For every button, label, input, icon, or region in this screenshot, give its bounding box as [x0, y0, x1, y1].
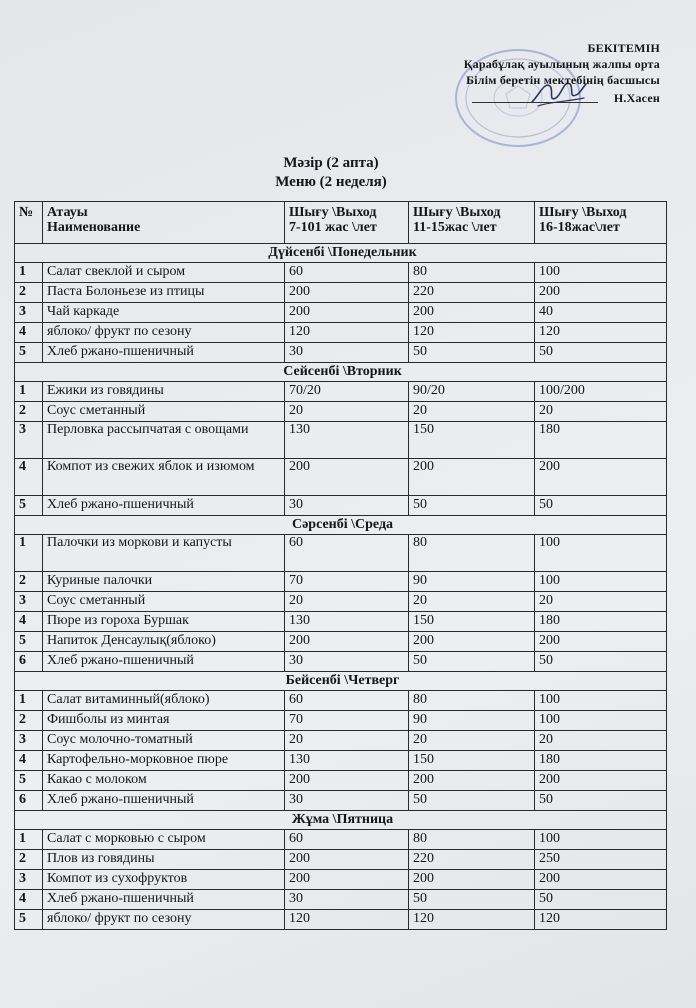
- portion-7-10: 30: [285, 791, 409, 811]
- dish-number: 4: [15, 323, 43, 343]
- portion-16-18: 200: [535, 870, 667, 890]
- dish-name: Фишболы из минтая: [43, 711, 285, 731]
- portion-16-18: 250: [535, 850, 667, 870]
- table-row: [15, 323, 667, 343]
- portion-11-15: 80: [409, 263, 535, 283]
- table-row: [15, 890, 667, 910]
- portion-11-15: 90: [409, 711, 535, 731]
- dish-number: 5: [15, 771, 43, 791]
- portion-16-18: 180: [535, 612, 667, 632]
- dish-name: Паста Болоньезе из птицы: [43, 283, 285, 303]
- header-name: [43, 202, 285, 244]
- header-name-ru: Наименование: [47, 220, 141, 235]
- dish-number: 5: [15, 496, 43, 516]
- portion-16-18: 50: [535, 890, 667, 910]
- document-title: [0, 154, 696, 192]
- dish-number: 1: [15, 382, 43, 402]
- dish-name: Палочки из моркови и капусты: [43, 535, 285, 572]
- table-row: [15, 711, 667, 731]
- table-row: [15, 830, 667, 850]
- portion-11-15: 120: [409, 910, 535, 930]
- portion-11-15: 50: [409, 890, 535, 910]
- portion-16-18: 100: [535, 830, 667, 850]
- dish-name: Хлеб ржано-пшеничный: [43, 343, 285, 363]
- dish-number: 4: [15, 612, 43, 632]
- portion-7-10: 130: [285, 612, 409, 632]
- portion-16-18: 100: [535, 691, 667, 711]
- dish-number: 2: [15, 572, 43, 592]
- dish-name: Хлеб ржано-пшеничный: [43, 496, 285, 516]
- portion-11-15: 200: [409, 632, 535, 652]
- header-age-range: 16-18жас\лет: [539, 220, 620, 235]
- dish-name: Какао с молоком: [43, 771, 285, 791]
- approval-school: Қарабұлақ ауылының жалпы орта: [463, 57, 660, 71]
- portion-11-15: 220: [409, 283, 535, 303]
- header-portion-label: Шығу \Выход: [413, 205, 501, 220]
- portion-11-15: 120: [409, 323, 535, 343]
- table-row: [15, 691, 667, 711]
- table-row: [15, 632, 667, 652]
- portion-7-10: 70: [285, 711, 409, 731]
- table-row: [15, 771, 667, 791]
- portion-7-10: 20: [285, 592, 409, 612]
- portion-16-18: 100: [535, 572, 667, 592]
- dish-number: 2: [15, 850, 43, 870]
- dish-name: Соус сметанный: [43, 402, 285, 422]
- portion-11-15: 50: [409, 496, 535, 516]
- day-label: Жұма \Пятница: [15, 811, 667, 830]
- dish-name: Чай каркаде: [43, 303, 285, 323]
- portion-16-18: 50: [535, 496, 667, 516]
- portion-7-10: 200: [285, 459, 409, 496]
- title-kazakh: Мәзір (2 апта): [283, 155, 379, 171]
- table-row: [15, 422, 667, 459]
- portion-7-10: 120: [285, 910, 409, 930]
- day-label: Дүйсенбі \Понедельник: [15, 244, 667, 263]
- header-name-kz: Атауы: [47, 205, 88, 220]
- dish-name: Картофельно-морковное пюре: [43, 751, 285, 771]
- table-row: [15, 592, 667, 612]
- day-label: Сәрсенбі \Среда: [15, 516, 667, 535]
- dish-number: 5: [15, 632, 43, 652]
- portion-7-10: 60: [285, 830, 409, 850]
- table-row: [15, 263, 667, 283]
- portion-11-15: 90/20: [409, 382, 535, 402]
- dish-name: Компот из сухофруктов: [43, 870, 285, 890]
- dish-number: 1: [15, 263, 43, 283]
- portion-7-10: 30: [285, 652, 409, 672]
- table-row: [15, 572, 667, 592]
- dish-name: Хлеб ржано-пшеничный: [43, 791, 285, 811]
- table-row: [15, 303, 667, 323]
- table-row: [15, 343, 667, 363]
- dish-name: Хлеб ржано-пшеничный: [43, 890, 285, 910]
- portion-11-15: 80: [409, 691, 535, 711]
- dish-name: яблоко/ фрукт по сезону: [43, 323, 285, 343]
- portion-7-10: 130: [285, 422, 409, 459]
- dish-name: Соус сметанный: [43, 592, 285, 612]
- portion-16-18: 100: [535, 535, 667, 572]
- approval-block: [400, 40, 660, 106]
- approval-position: Білім беретін мектебінің басшысы: [466, 73, 660, 87]
- dish-number: 3: [15, 592, 43, 612]
- portion-16-18: 200: [535, 771, 667, 791]
- dish-name: Компот из свежих яблок и изюмом: [43, 459, 285, 496]
- header-age-range: 11-15жас \лет: [413, 220, 497, 235]
- dish-name: Куриные палочки: [43, 572, 285, 592]
- portion-11-15: 200: [409, 303, 535, 323]
- table-row: [15, 382, 667, 402]
- portion-16-18: 200: [535, 459, 667, 496]
- menu-table: [14, 201, 667, 930]
- portion-16-18: 100: [535, 263, 667, 283]
- dish-number: 5: [15, 343, 43, 363]
- dish-number: 4: [15, 890, 43, 910]
- dish-name: Пюре из гороха Буршак: [43, 612, 285, 632]
- table-row: [15, 459, 667, 496]
- header-number: №: [15, 202, 43, 244]
- table-row: [15, 496, 667, 516]
- portion-7-10: 70/20: [285, 382, 409, 402]
- header-portion-11-15: [409, 202, 535, 244]
- portion-16-18: 20: [535, 592, 667, 612]
- portion-11-15: 200: [409, 870, 535, 890]
- signature-line: [400, 88, 660, 106]
- portion-11-15: 150: [409, 422, 535, 459]
- portion-7-10: 200: [285, 283, 409, 303]
- portion-7-10: 60: [285, 263, 409, 283]
- portion-7-10: 200: [285, 850, 409, 870]
- portion-11-15: 50: [409, 791, 535, 811]
- day-header-row: [15, 363, 667, 382]
- dish-number: 1: [15, 535, 43, 572]
- dish-number: 1: [15, 830, 43, 850]
- table-row: [15, 850, 667, 870]
- portion-16-18: 180: [535, 751, 667, 771]
- dish-name: Салат витаминный(яблоко): [43, 691, 285, 711]
- portion-16-18: 100/200: [535, 382, 667, 402]
- portion-11-15: 200: [409, 459, 535, 496]
- portion-11-15: 80: [409, 535, 535, 572]
- portion-7-10: 30: [285, 496, 409, 516]
- dish-name: Салат с морковью с сыром: [43, 830, 285, 850]
- dish-name: Соус молочно-томатный: [43, 731, 285, 751]
- portion-11-15: 90: [409, 572, 535, 592]
- table-row: [15, 402, 667, 422]
- dish-name: Салат свеклой и сыром: [43, 263, 285, 283]
- portion-11-15: 150: [409, 751, 535, 771]
- table-row: [15, 910, 667, 930]
- day-label: Сейсенбі \Вторник: [15, 363, 667, 382]
- dish-name: Напиток Денсаулық(яблоко): [43, 632, 285, 652]
- dish-number: 4: [15, 751, 43, 771]
- table-row: [15, 652, 667, 672]
- day-header-row: [15, 672, 667, 691]
- table-row: [15, 751, 667, 771]
- dish-number: 6: [15, 652, 43, 672]
- signature-rule: [472, 102, 598, 103]
- approval-heading: БЕКІТЕМІН: [587, 41, 660, 55]
- dish-number: 6: [15, 791, 43, 811]
- portion-16-18: 180: [535, 422, 667, 459]
- table-row: [15, 612, 667, 632]
- portion-11-15: 20: [409, 731, 535, 751]
- dish-number: 3: [15, 422, 43, 459]
- signer-name: Н.Хасен: [613, 91, 660, 105]
- table-row: [15, 791, 667, 811]
- menu-body: [15, 244, 667, 930]
- portion-16-18: 50: [535, 652, 667, 672]
- dish-number: 1: [15, 691, 43, 711]
- dish-number: 2: [15, 711, 43, 731]
- title-russian: Меню (2 неделя): [275, 174, 387, 190]
- portion-7-10: 60: [285, 535, 409, 572]
- portion-7-10: 200: [285, 870, 409, 890]
- dish-name: яблоко/ фрукт по сезону: [43, 910, 285, 930]
- header-portion-label: Шығу \Выход: [289, 205, 377, 220]
- dish-number: 3: [15, 303, 43, 323]
- portion-16-18: 200: [535, 632, 667, 652]
- portion-16-18: 20: [535, 402, 667, 422]
- portion-7-10: 30: [285, 343, 409, 363]
- portion-16-18: 20: [535, 731, 667, 751]
- dish-number: 5: [15, 910, 43, 930]
- portion-11-15: 20: [409, 402, 535, 422]
- portion-7-10: 130: [285, 751, 409, 771]
- dish-name: Ежики из говядины: [43, 382, 285, 402]
- portion-16-18: 200: [535, 283, 667, 303]
- portion-7-10: 70: [285, 572, 409, 592]
- portion-11-15: 20: [409, 592, 535, 612]
- dish-name: Плов из говядины: [43, 850, 285, 870]
- portion-11-15: 80: [409, 830, 535, 850]
- portion-16-18: 120: [535, 910, 667, 930]
- portion-16-18: 40: [535, 303, 667, 323]
- dish-number: 3: [15, 731, 43, 751]
- dish-name: Перловка рассыпчатая с овощами: [43, 422, 285, 459]
- dish-number: 2: [15, 283, 43, 303]
- portion-16-18: 50: [535, 791, 667, 811]
- header-age-range: 7-101 жас \лет: [289, 220, 377, 235]
- dish-number: 2: [15, 402, 43, 422]
- portion-11-15: 50: [409, 343, 535, 363]
- portion-11-15: 50: [409, 652, 535, 672]
- portion-16-18: 50: [535, 343, 667, 363]
- portion-7-10: 120: [285, 323, 409, 343]
- dish-name: Хлеб ржано-пшеничный: [43, 652, 285, 672]
- dish-number: 3: [15, 870, 43, 890]
- portion-7-10: 200: [285, 771, 409, 791]
- portion-16-18: 100: [535, 711, 667, 731]
- portion-7-10: 200: [285, 632, 409, 652]
- dish-number: 4: [15, 459, 43, 496]
- portion-11-15: 200: [409, 771, 535, 791]
- portion-7-10: 60: [285, 691, 409, 711]
- portion-7-10: 20: [285, 402, 409, 422]
- header-portion-label: Шығу \Выход: [539, 205, 627, 220]
- portion-7-10: 20: [285, 731, 409, 751]
- day-header-row: [15, 516, 667, 535]
- portion-16-18: 120: [535, 323, 667, 343]
- header-portion-16-18: [535, 202, 667, 244]
- day-header-row: [15, 244, 667, 263]
- portion-11-15: 220: [409, 850, 535, 870]
- table-row: [15, 870, 667, 890]
- day-header-row: [15, 811, 667, 830]
- day-label: Бейсенбі \Четверг: [15, 672, 667, 691]
- table-row: [15, 731, 667, 751]
- header-portion-7-10: [285, 202, 409, 244]
- portion-7-10: 30: [285, 890, 409, 910]
- portion-11-15: 150: [409, 612, 535, 632]
- header-row: [15, 202, 667, 244]
- portion-7-10: 200: [285, 303, 409, 323]
- table-row: [15, 283, 667, 303]
- table-row: [15, 535, 667, 572]
